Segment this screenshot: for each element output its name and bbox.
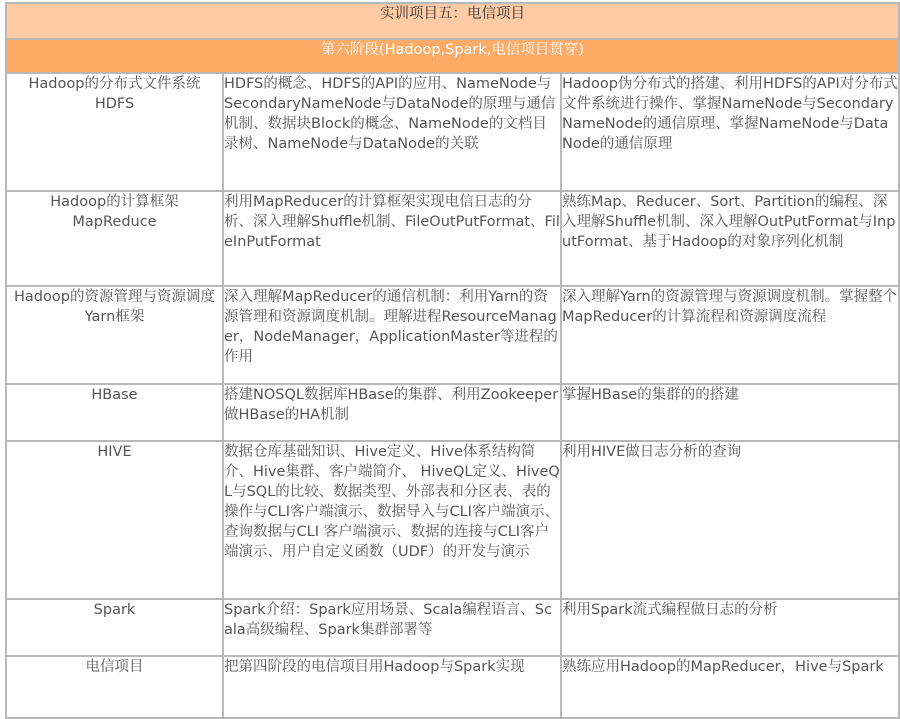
content-cell — [223, 441, 561, 599]
goal-cell — [561, 441, 899, 599]
topic-line: Hadoop的计算框架 — [50, 194, 179, 210]
content-cell — [223, 656, 561, 718]
content-text: Spark介绍：Spark应用场景、Scala编程语言、Scala高级编程、Spark集群部署等 — [224, 602, 552, 638]
content-cell — [223, 286, 561, 384]
table-row — [6, 191, 899, 286]
goal-cell — [561, 384, 899, 441]
topic-cell — [6, 286, 223, 384]
content-cell — [223, 73, 561, 191]
content-cell — [223, 191, 561, 286]
topic-line: 电信项目 — [85, 659, 144, 675]
topic-cell — [6, 599, 223, 656]
goal-text: 熟练Map、Reducer、Sort、Partition的编程、深入理解Shuffle机制、深入理解OutPutFormat与InputFormat、基于Hadoop的对象序列化机制 — [562, 194, 896, 250]
topic-line: HBase — [91, 387, 138, 403]
goal-text: 利用Spark流式编程做日志的分析 — [562, 602, 778, 618]
project-title-row — [6, 3, 899, 39]
topic-cell — [6, 384, 223, 441]
content-cell — [223, 384, 561, 441]
goal-cell — [561, 286, 899, 384]
table-row — [6, 384, 899, 441]
topic-cell — [6, 441, 223, 599]
goal-cell — [561, 599, 899, 656]
stage-title-row — [6, 39, 899, 73]
table-row — [6, 73, 899, 191]
content-text: 搭建NOSQL数据库HBase的集群、利用Zookeeper做HBase的HA机制 — [224, 387, 559, 423]
goal-text: 熟练应用Hadoop的MapReducer，Hive与Spark — [562, 659, 884, 675]
curriculum-table — [5, 2, 900, 719]
topic-cell — [6, 656, 223, 718]
goal-text: Hadoop伪分布式的搭建、利用HDFS的API对分布式文件系统进行操作、掌握NameNode与SecondaryNameNode的通信原理、掌握NameNode与DataNode的通信原理 — [562, 76, 898, 152]
topic-line: Hadoop的资源管理与资源调度 — [14, 289, 215, 305]
topic-line: Hadoop的分布式文件系统 — [28, 76, 201, 92]
content-text: 深入理解MapReducer的通信机制：利用Yarn的资源管理和资源调度机制。理解进程ResourceManager，NodeManager，ApplicationMaster等进程的作用 — [224, 289, 558, 365]
table-row — [6, 286, 899, 384]
topic-line: HDFS — [94, 96, 135, 112]
content-text: 数据仓库基础知识、Hive定义、Hive体系结构简介、Hive集群、客户端简介、 HiveQL定义、HiveQL与SQL的比较、数据类型、外部表和分区表、表的操作与CLI客户端演示、数据导入与CLI客户端演示、查询数据与CLI 客户端演示、数据的连接与CLI客户端演示、用户自定义函数（UDF）的开发与演示 — [224, 444, 560, 560]
topic-line: HIVE — [97, 444, 132, 460]
goal-text: 深入理解Yarn的资源管理与资源调度机制。掌握整个MapReducer的计算流程和资源调度流程 — [562, 289, 898, 325]
table-row — [6, 441, 899, 599]
goal-cell — [561, 73, 899, 191]
table-row — [6, 656, 899, 718]
topic-line: Yarn框架 — [84, 309, 145, 325]
goal-cell — [561, 656, 899, 718]
stage-title: 第六阶段(Hadoop,Spark,电信项目贯穿) — [6, 39, 899, 73]
topic-line: Spark — [93, 602, 136, 618]
goal-text: 利用HIVE做日志分析的查询 — [562, 444, 742, 460]
goal-cell — [561, 191, 899, 286]
topic-line: MapReduce — [72, 214, 157, 230]
content-text: 把第四阶段的电信项目用Hadoop与Spark实现 — [224, 659, 525, 675]
topic-cell — [6, 191, 223, 286]
topic-cell — [6, 73, 223, 191]
content-text: 利用MapReducer的计算框架实现电信日志的分析、深入理解Shuffle机制、FileOutPutFormat、FileInPutFormat — [224, 194, 560, 250]
goal-text: 掌握HBase的集群的的搭建 — [562, 387, 739, 403]
content-cell — [223, 599, 561, 656]
content-text: HDFS的概念、HDFS的API的应用、NameNode与SecondaryNameNode与DataNode的原理与通信机制、数据块Block的概念、NameNode的文档目录树、NameNode与DataNode的关联 — [224, 76, 556, 152]
project-title: 实训项目五：电信项目 — [6, 3, 899, 39]
table-row — [6, 599, 899, 656]
